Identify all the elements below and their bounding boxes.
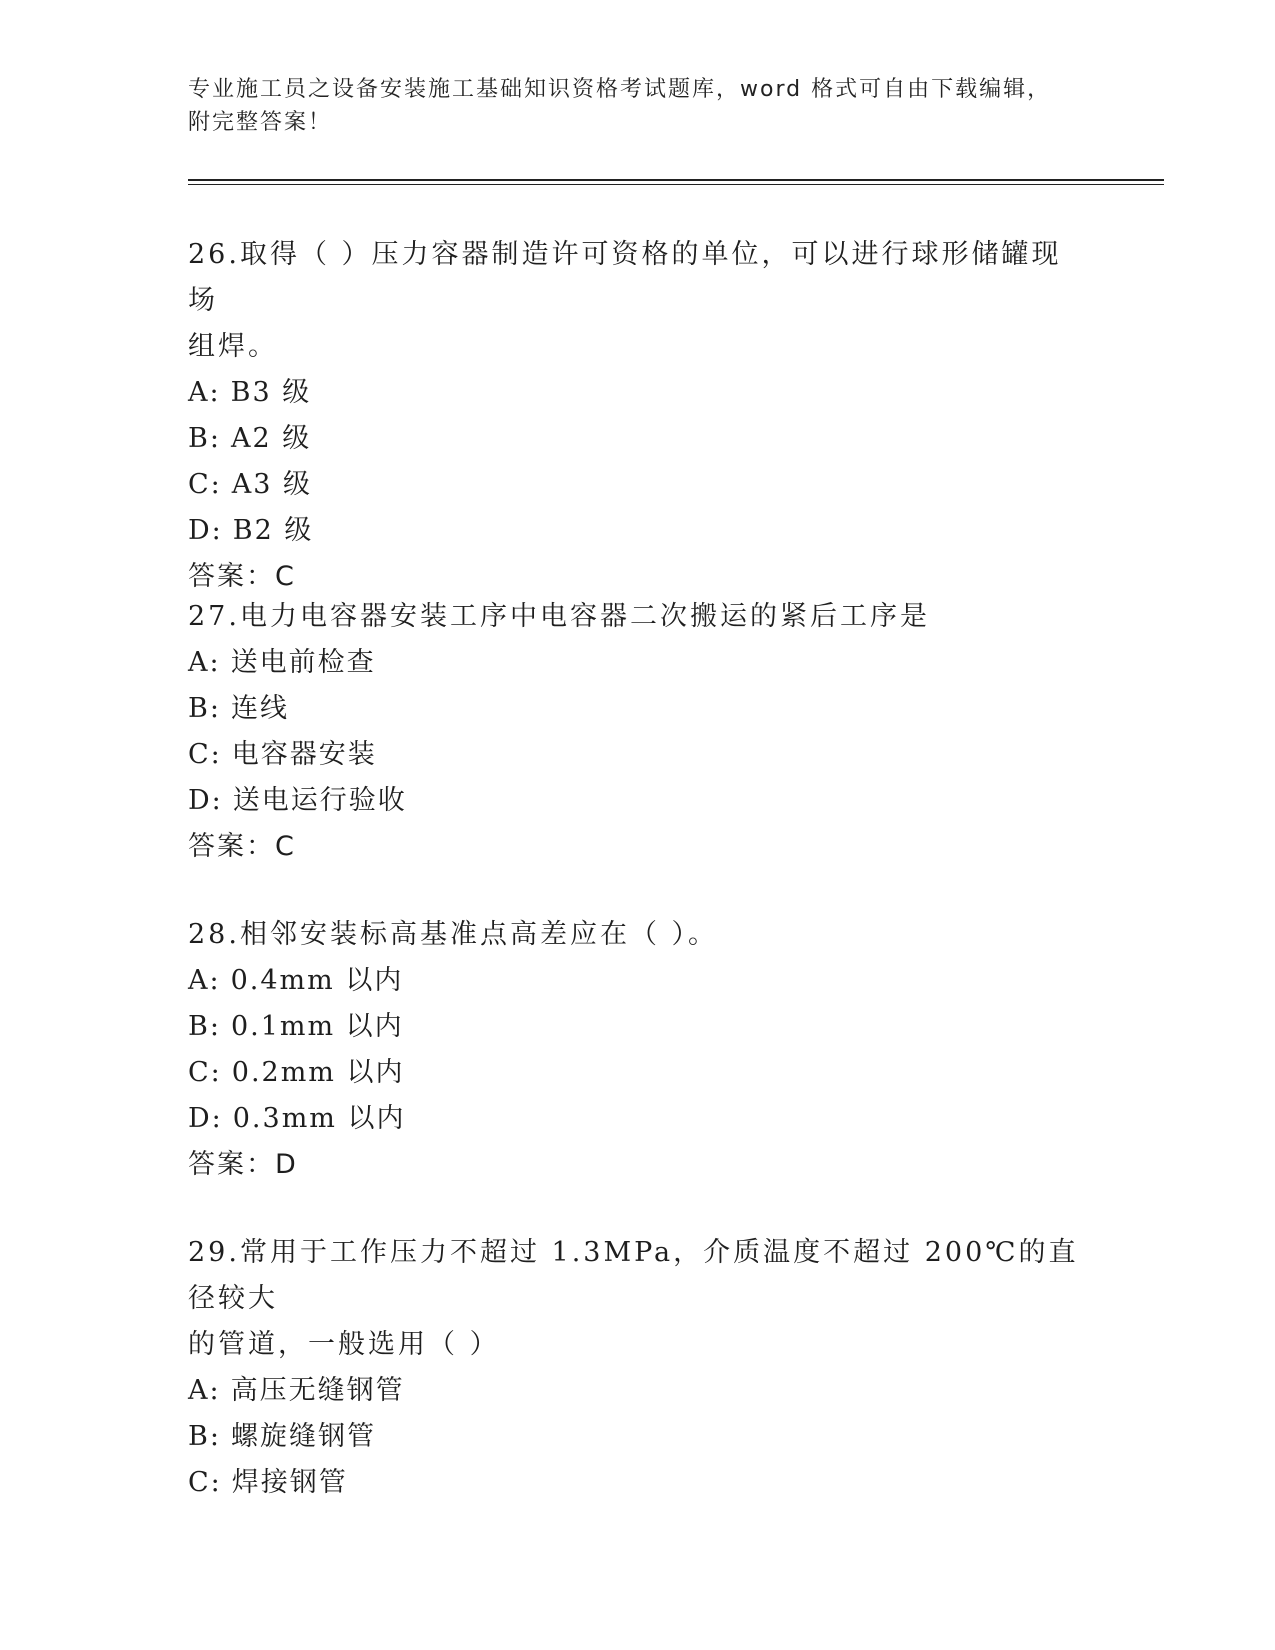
option-c: C: A3 级 bbox=[188, 469, 313, 500]
question-stem-line-1: 29.常用于工作压力不超过 1.3MPa，介质温度不超过 200℃的直径较大 bbox=[188, 1237, 1079, 1314]
answer: 答案：C bbox=[188, 831, 296, 862]
option-d: D: B2 级 bbox=[188, 515, 314, 546]
header-line-2: 附完整答案！ bbox=[188, 110, 333, 135]
option-b: B: 0.1mm 以内 bbox=[188, 1011, 404, 1042]
question-26 bbox=[188, 232, 1088, 600]
document-header bbox=[188, 73, 1088, 139]
option-c: C: 电容器安装 bbox=[188, 739, 377, 770]
answer: 答案：C bbox=[188, 561, 296, 592]
option-a: A: 0.4mm 以内 bbox=[188, 965, 404, 996]
question-stem-line-1: 26.取得（ ）压力容器制造许可资格的单位，可以进行球形储罐现场 bbox=[188, 239, 1062, 316]
question-stem-line-1: 28.相邻安装标高基准点高差应在（ ）。 bbox=[188, 919, 719, 950]
question-stem-line-2: 组焊。 bbox=[188, 331, 278, 362]
option-d: D: 送电运行验收 bbox=[188, 785, 407, 816]
question-27 bbox=[188, 594, 1088, 870]
option-a: A: B3 级 bbox=[188, 377, 312, 408]
header-line-1: 专业施工员之设备安装施工基础知识资格考试题库，word 格式可自由下载编辑， bbox=[188, 77, 1052, 102]
question-28 bbox=[188, 912, 1088, 1188]
answer: 答案：D bbox=[188, 1149, 298, 1180]
question-stem-line-2: 的管道，一般选用（ ） bbox=[188, 1329, 500, 1360]
option-a: A: 高压无缝钢管 bbox=[188, 1375, 405, 1406]
option-c: C: 0.2mm 以内 bbox=[188, 1057, 405, 1088]
header-divider-bottom bbox=[188, 184, 1164, 185]
question-stem-line-1: 27.电力电容器安装工序中电容器二次搬运的紧后工序是 bbox=[188, 601, 930, 632]
option-b: B: A2 级 bbox=[188, 423, 312, 454]
question-29 bbox=[188, 1230, 1088, 1506]
option-a: A: 送电前检查 bbox=[188, 647, 376, 678]
option-b: B: 连线 bbox=[188, 693, 289, 724]
option-b: B: 螺旋缝钢管 bbox=[188, 1421, 376, 1452]
header-divider-top bbox=[188, 179, 1164, 181]
option-d: D: 0.3mm 以内 bbox=[188, 1103, 406, 1134]
option-c: C: 焊接钢管 bbox=[188, 1467, 348, 1498]
